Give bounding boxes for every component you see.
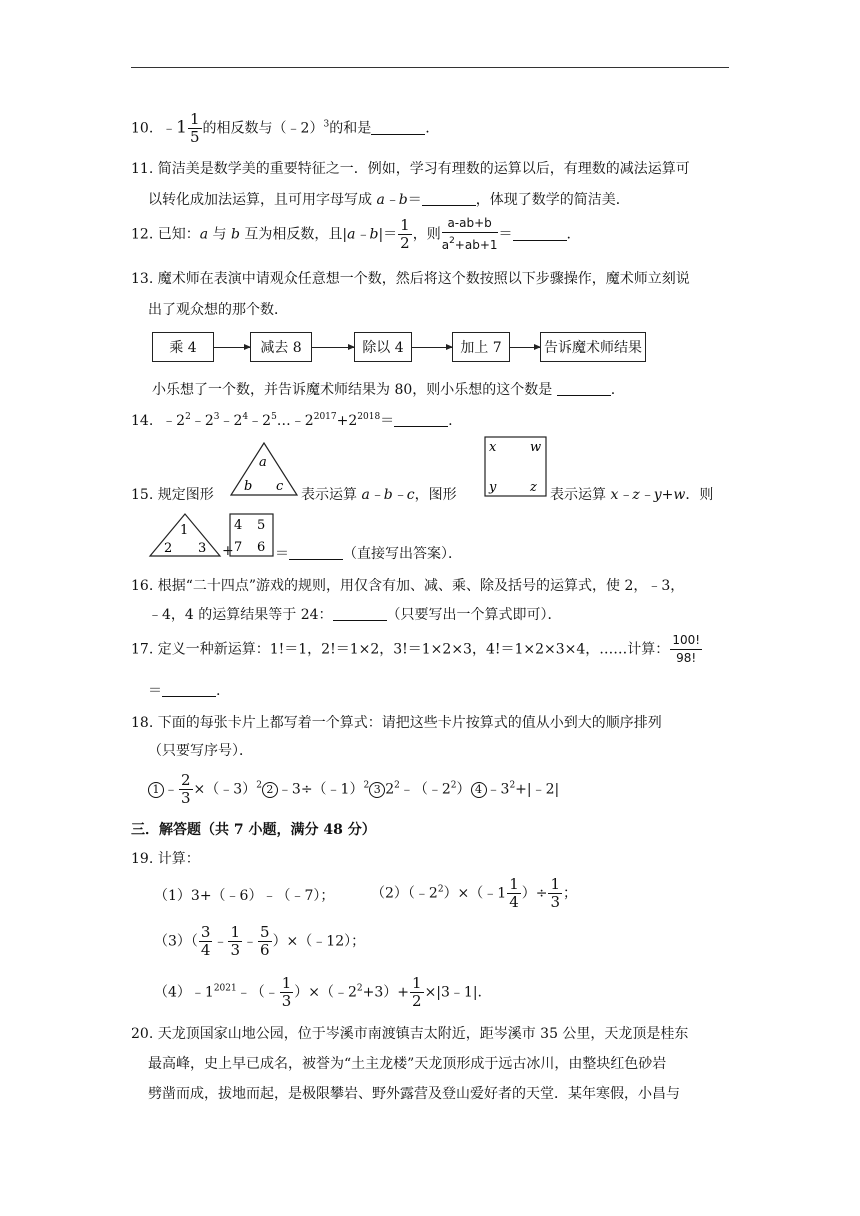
triangle-definition-figure bbox=[228, 440, 300, 498]
flow-arrow bbox=[312, 347, 354, 348]
question-15-answer: ＝ （直接写出答案）． bbox=[275, 546, 462, 562]
square-definition-figure bbox=[484, 436, 548, 498]
question-13-line-2: 出了观众想的那个数． bbox=[148, 302, 288, 318]
answer-blank bbox=[333, 606, 387, 621]
flow-step-5: 告诉魔术师结果 bbox=[540, 332, 646, 362]
question-13-line-1: 13. 魔术师在表演中请观众任意想一个数，然后将这个数按照以下步骤操作，魔术师立刻说 bbox=[131, 271, 690, 287]
question-12: 12. 已知：a 与 b 互为相反数，且|a﹣b|＝ $\frac{1}{2}$ ，则 $\frac{a-ab+b}{a^2+ab+1}$ ＝ . bbox=[131, 216, 571, 252]
question-20-line-3: 劈凿而成，拔地而起，是极限攀岩、野外露营及登山爱好者的天堂．某年寒假，小昌与 bbox=[148, 1086, 680, 1102]
square-label-x: x bbox=[489, 440, 497, 455]
question-15-text-3: 表示运算 x﹣z﹣y+w．则 bbox=[550, 487, 714, 503]
question-16-line-1: 16. 根据“二十四点”游戏的规则，用仅含有加、减、乘、除及括号的运算式，使 2，﹣3， bbox=[131, 578, 685, 594]
svg-text:3: 3 bbox=[198, 541, 207, 556]
question-15-text: 15. 规定图形 bbox=[131, 487, 214, 503]
question-17-line-1: 17. 定义一种新运算：1!＝1，2!＝1×2，3!＝1×2×3，4!＝1×2×3×4，……计算： $\frac{100!}{98!}$ bbox=[131, 633, 701, 665]
square-problem-figure bbox=[229, 513, 275, 557]
flow-step-2: 减去 8 bbox=[250, 332, 312, 362]
square-label-z: z bbox=[530, 480, 537, 495]
question-20-line-2: 最高峰，史上早已成名，被誉为“土主龙楼”天龙顶形成于远古冰川，由整块红色砂岩 bbox=[148, 1056, 667, 1072]
card-1-marker: 1 bbox=[148, 782, 164, 798]
question-10: 10. ﹣1 $\frac{1}{5}$ 的相反数与（﹣2）$^3$的和是 . bbox=[131, 110, 430, 146]
question-19-part-4: $(4)﹣1^{2021}﹣(﹣$ $\frac{1}{3}$ ）$\times(﹣2^2+3)+$ $\frac{1}{2}$ ×|3﹣1|. bbox=[154, 974, 483, 1010]
flow-arrow bbox=[510, 347, 540, 348]
question-20-line-1: 20. 天龙顶国家山地公园，位于岑溪市南渡镇吉太附近，距岑溪市 35 公里，天龙顶是桂东 bbox=[131, 1026, 689, 1042]
plus-sign: + bbox=[222, 543, 234, 559]
answer-blank bbox=[371, 120, 425, 135]
question-11-line-2: 以转化成加法运算，且可用字母写成 a﹣b＝ ，体现了数学的简洁美． bbox=[148, 192, 630, 208]
question-19-part-2: $(2)(﹣2^2)\times(﹣1$ $\frac{1}{4}$ ）÷ $\frac{1}{3}$ ； bbox=[371, 875, 578, 911]
question-14: 14. $﹣2^2﹣2^3﹣2^4﹣2^5\dots﹣2^{2017}+2^{2018}=$ . bbox=[131, 412, 453, 429]
answer-blank bbox=[394, 412, 448, 427]
answer-blank bbox=[513, 226, 567, 241]
triangle-label-a: a bbox=[259, 455, 267, 470]
question-15-text-2: 表示运算 a﹣b﹣c，图形 bbox=[301, 487, 457, 503]
svg-text:5: 5 bbox=[257, 518, 266, 533]
question-18-line-2: （只要写序号）． bbox=[148, 743, 253, 759]
answer-blank bbox=[289, 545, 343, 560]
triangle-problem-figure bbox=[148, 512, 222, 558]
question-16-line-2: ﹣4，4 的运算结果等于 24： （只要写出一个算式即可）． bbox=[148, 607, 562, 623]
question-17-line-2: ＝ . bbox=[148, 683, 221, 699]
answer-blank bbox=[162, 682, 216, 697]
flow-step-4: 加上 7 bbox=[452, 332, 510, 362]
answer-blank bbox=[557, 381, 611, 396]
svg-text:4: 4 bbox=[234, 518, 243, 533]
triangle-label-b: b bbox=[244, 479, 253, 494]
square-label-w: w bbox=[530, 440, 542, 455]
question-11-line-1: 11. 简洁美是数学美的重要特征之一．例如，学习有理数的运算以后，有理数的减法运算可 bbox=[131, 161, 690, 177]
svg-text:6: 6 bbox=[257, 540, 266, 555]
question-18-cards: 1 ﹣ $\frac{2}{3}$ ×（﹣3）$^2$ 2 ﹣3÷（﹣1）$^2$ 3 $2^2﹣(﹣2^2)$ 4 $﹣3^2+|﹣2|$ bbox=[148, 772, 559, 807]
flow-arrow bbox=[412, 347, 452, 348]
svg-text:1: 1 bbox=[180, 523, 189, 538]
square-label-y: y bbox=[489, 480, 497, 495]
flow-step-1: 乘 4 bbox=[152, 332, 214, 362]
flow-step-3: 除以 4 bbox=[354, 332, 412, 362]
card-4-marker: 4 bbox=[471, 782, 487, 798]
answer-blank bbox=[422, 191, 476, 206]
svg-text:7: 7 bbox=[234, 540, 243, 555]
question-19-header: 19. 计算： bbox=[131, 851, 200, 867]
section-3-title: 三．解答题（共 7 小题，满分 48 分） bbox=[131, 822, 376, 838]
question-19-part-1: （1）3+（﹣6）﹣（﹣7）； bbox=[154, 888, 335, 904]
flow-arrow bbox=[214, 347, 250, 348]
header-rule bbox=[131, 67, 729, 68]
card-3-marker: 3 bbox=[369, 782, 385, 798]
question-19-part-3: （3）（ $\frac{3}{4}$ ﹣ $\frac{1}{3}$ ﹣ $\frac{5}{6}$ ）×（﹣12）； bbox=[154, 923, 366, 959]
svg-text:2: 2 bbox=[164, 541, 173, 556]
question-18-line-1: 18. 下面的每张卡片上都写着一个算式：请把这些卡片按算式的值从小到大的顺序排列 bbox=[131, 715, 662, 731]
question-13-line-3: 小乐想了一个数，并告诉魔术师结果为 80，则小乐想的这个数是 . bbox=[152, 382, 616, 398]
card-2-marker: 2 bbox=[262, 782, 278, 798]
triangle-label-c: c bbox=[276, 479, 284, 494]
